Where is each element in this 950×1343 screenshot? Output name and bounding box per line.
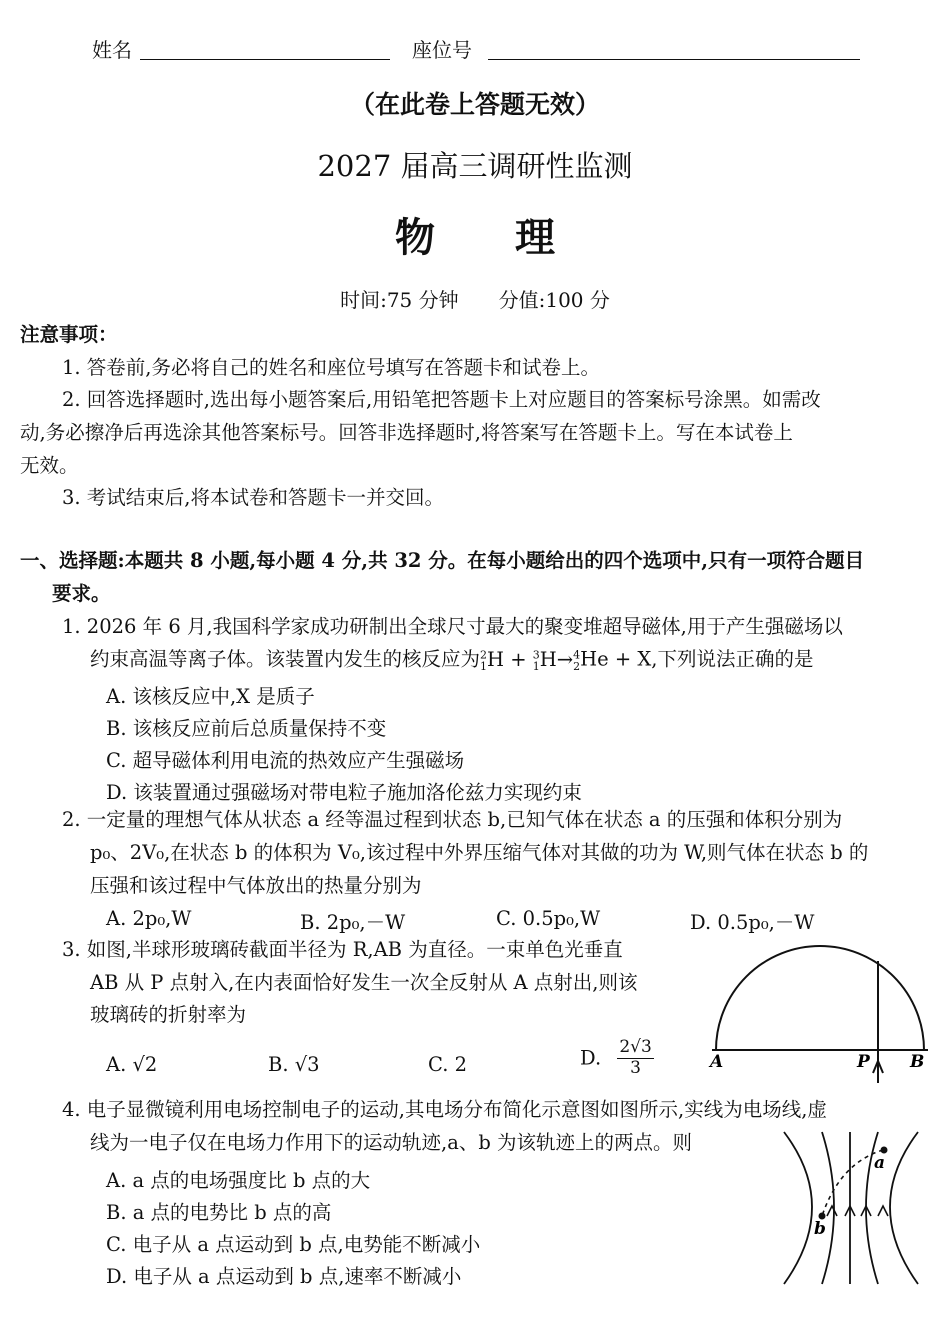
q2-line2: p₀、2V₀,在状态 b 的体积为 V₀,该过程中外界压缩气体对其做的功为 W,则气体在状态 b 的 <box>90 841 869 864</box>
time-score: 时间:75 分钟 分值:100 分 <box>340 288 610 312</box>
q1-line1: 1. 2026 年 6 月,我国科学家成功研制出全球尺寸最大的聚变堆超导磁体,用于产生强磁场以 <box>62 615 843 638</box>
q4-option-c: C. 电子从 a 点运动到 b 点,电势能不断减小 <box>106 1233 481 1256</box>
instruction-2-line1: 2. 回答选择题时,选出每小题答案后,用铅笔把答题卡上对应题目的答案标号涂黑。如需改 <box>62 388 821 411</box>
section1-line2: 要求。 <box>52 582 111 605</box>
exam-title: 2027 届高三调研性监测 <box>317 149 633 183</box>
q2-line1: 2. 一定量的理想气体从状态 a 经等温过程到状态 b,已知气体在状态 a 的压强和体积分别为 <box>62 808 843 831</box>
q4-option-a: A. a 点的电场强度比 b 点的大 <box>106 1169 371 1192</box>
q2-line3: 压强和该过程中气体放出的热量分别为 <box>90 874 422 897</box>
seat-blank <box>488 59 860 60</box>
label-b: B <box>910 1052 925 1072</box>
q3-line3: 玻璃砖的折射率为 <box>90 1003 247 1026</box>
name-label: 姓名 <box>92 38 132 62</box>
q3-line2: AB 从 P 点射入,在内表面恰好发生一次全反射从 A 点射出,则该 <box>90 971 638 994</box>
q1-option-c: C. 超导磁体利用电流的热效应产生强磁场 <box>106 749 465 772</box>
q4-line1: 4. 电子显微镜利用电场控制电子的运动,其电场分布简化示意图如图所示,实线为电场线,虚 <box>62 1098 827 1121</box>
instruction-3: 3. 考试结束后,将本试卷和答题卡一并交回。 <box>62 486 445 509</box>
q3-option-c: C. 2 <box>428 1053 468 1076</box>
q2-option-b: B. 2p₀,－W <box>300 911 406 934</box>
notice: （在此卷上答题无效） <box>349 90 600 119</box>
field-line-5 <box>890 1132 918 1284</box>
q2-option-d: D. 0.5p₀,－W <box>690 911 815 934</box>
q3-option-a: A. √2 <box>106 1053 158 1076</box>
hemisphere-arc <box>716 946 924 1050</box>
section1-line1: 一、选择题:本题共 8 小题,每小题 4 分,共 32 分。在每小题给出的四个选项中,只有一项符合题目 <box>20 549 865 572</box>
field-line-1 <box>784 1132 812 1284</box>
seat-label: 座位号 <box>412 38 472 62</box>
q1-option-d: D. 该装置通过强磁场对带电粒子施加洛伦兹力实现约束 <box>106 781 582 804</box>
label-point-b: b <box>814 1219 826 1239</box>
q3-option-d: D. $\frac{2√3}{3}$ <box>580 1037 652 1078</box>
q4-line2: 线为一电子仅在电场力作用下的运动轨迹,a、b 为该轨迹上的两点。则 <box>90 1131 693 1154</box>
name-blank <box>140 59 390 60</box>
instruction-2-line3: 无效。 <box>20 454 79 477</box>
instructions-heading: 注意事项： <box>20 323 118 346</box>
field-arrow-1-icon <box>827 1206 837 1216</box>
q1-option-a: A. 该核反应中,X 是质子 <box>106 685 315 708</box>
q4-option-b: B. a 点的电势比 b 点的高 <box>106 1201 332 1224</box>
q3-option-d-numerator: 2√3 <box>619 1037 652 1057</box>
q2-option-c: C. 0.5p₀,W <box>496 907 601 930</box>
q2-option-a: A. 2p₀,W <box>106 907 192 930</box>
q3-line1: 3. 如图,半球形玻璃砖截面半径为 R,AB 为直径。一束单色光垂直 <box>62 938 623 961</box>
q4-option-d: D. 电子从 a 点运动到 b 点,速率不断减小 <box>106 1265 462 1288</box>
instruction-2-line2: 动,务必擦净后再选涂其他答案标号。回答非选择题时,将答案写在答题卡上。写在本试卷上 <box>20 421 793 444</box>
electric-field-diagram <box>770 1128 950 1288</box>
q1-equation: $^2_1$H + $^3_1$H→$^4_2$ <box>480 647 581 674</box>
field-arrow-4-icon <box>878 1206 888 1216</box>
label-a: A <box>710 1052 724 1072</box>
hemisphere-diagram <box>700 935 940 1085</box>
subject-title: 物 理 <box>395 214 555 261</box>
instruction-1: 1. 答卷前,务必将自己的姓名和座位号填写在答题卡和试卷上。 <box>62 356 601 379</box>
q1-line2: 约束高温等离子体。该装置内发生的核反应为$^2_1$H + $^3_1$H→$^4_2$He + X,下列说法正确的是 <box>90 647 814 674</box>
q3-option-d-denominator: 3 <box>630 1057 641 1078</box>
q1-option-b: B. 该核反应前后总质量保持不变 <box>106 717 387 740</box>
label-point-a: a <box>874 1153 886 1173</box>
label-p: P <box>857 1052 870 1072</box>
q3-option-b: B. √3 <box>268 1053 320 1076</box>
